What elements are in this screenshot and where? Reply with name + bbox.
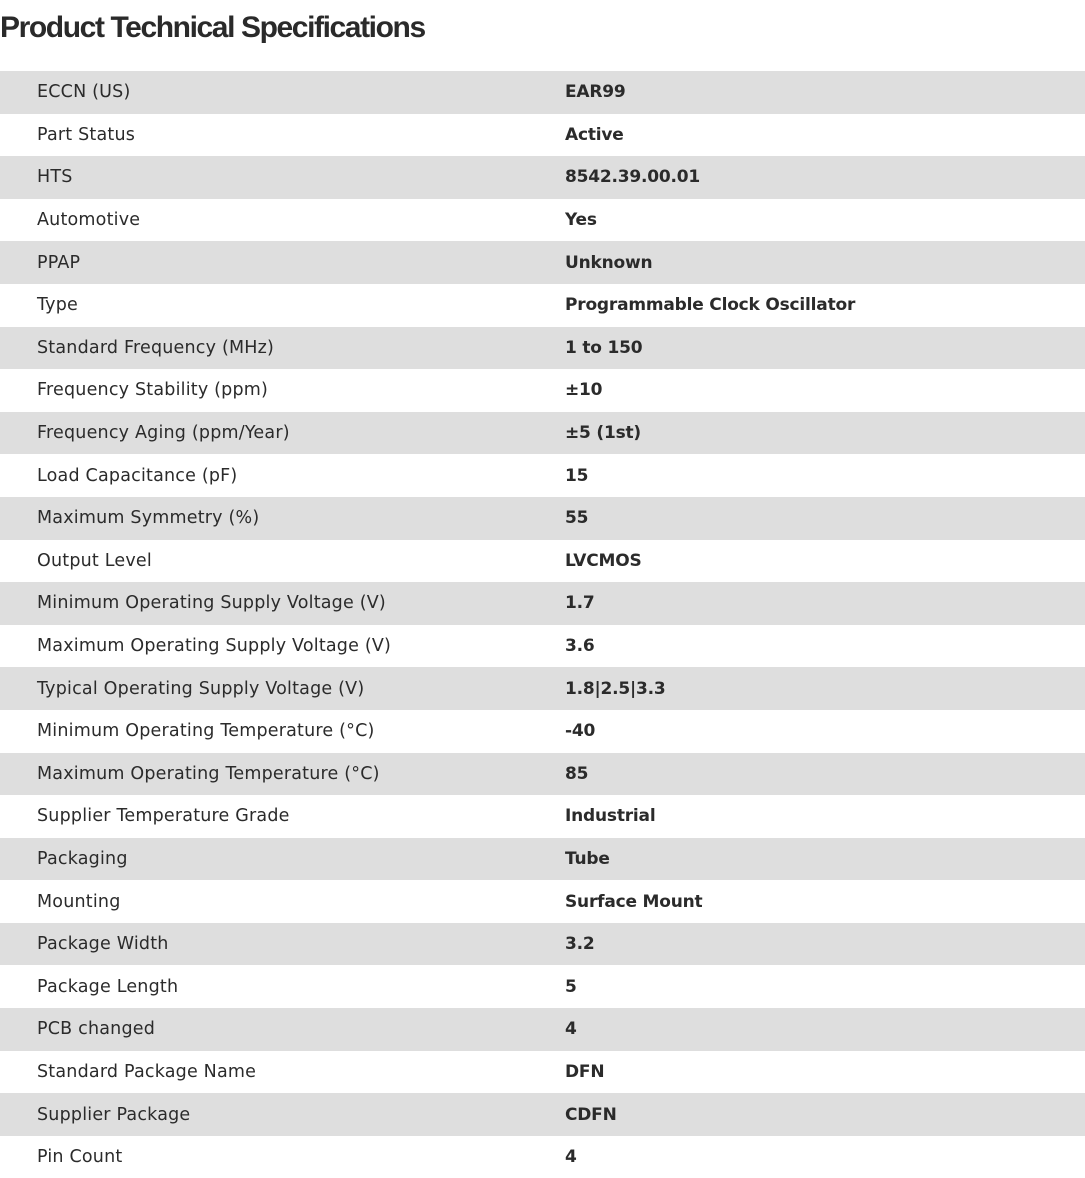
spec-label: Mounting [37, 891, 121, 912]
spec-row [0, 241, 1085, 284]
spec-value: 3.2 [565, 934, 595, 955]
spec-row [0, 667, 1085, 710]
spec-row [0, 327, 1085, 370]
spec-row [0, 582, 1085, 625]
spec-value: 1.8|2.5|3.3 [565, 678, 666, 699]
spec-label: Pin Count [37, 1147, 123, 1168]
spec-label: Frequency Aging (ppm/Year) [37, 423, 290, 444]
spec-value: DFN [565, 1061, 605, 1082]
spec-label: Part Status [37, 124, 136, 145]
spec-row [0, 753, 1085, 796]
spec-value: 15 [565, 465, 589, 486]
spec-row [0, 284, 1085, 327]
spec-row [0, 710, 1085, 753]
spec-label: Minimum Operating Supply Voltage (V) [37, 593, 386, 614]
spec-row [0, 369, 1085, 412]
spec-label: PPAP [37, 252, 81, 273]
spec-label: Minimum Operating Temperature (°C) [37, 721, 375, 742]
spec-label: HTS [37, 167, 73, 188]
spec-row [0, 114, 1085, 157]
spec-row [0, 71, 1085, 114]
spec-value: 85 [565, 763, 589, 784]
spec-table [0, 71, 1085, 1178]
spec-value: CDFN [565, 1104, 617, 1125]
spec-label: Automotive [37, 210, 141, 231]
spec-value: 55 [565, 508, 589, 529]
spec-label: Output Level [37, 550, 152, 571]
spec-label: Type [37, 295, 78, 316]
spec-value: Active [565, 124, 624, 145]
spec-label: Maximum Operating Supply Voltage (V) [37, 636, 392, 657]
spec-value: 8542.39.00.01 [565, 167, 701, 188]
spec-value: -40 [565, 721, 596, 742]
spec-value: 1.7 [565, 593, 595, 614]
spec-row [0, 965, 1085, 1008]
spec-row [0, 1008, 1085, 1051]
spec-value: Yes [565, 210, 597, 231]
spec-value: 4 [565, 1147, 577, 1168]
spec-label: Packaging [37, 848, 128, 869]
spec-value: Surface Mount [565, 891, 703, 912]
spec-row [0, 1051, 1085, 1094]
spec-label: Supplier Temperature Grade [37, 806, 290, 827]
spec-row [0, 199, 1085, 242]
spec-label: ECCN (US) [37, 82, 131, 103]
spec-label: PCB changed [37, 1019, 156, 1040]
spec-value: EAR99 [565, 82, 626, 103]
spec-value: LVCMOS [565, 550, 642, 571]
spec-value: 4 [565, 1019, 577, 1040]
spec-label: Standard Package Name [37, 1061, 257, 1082]
spec-label: Package Width [37, 934, 169, 955]
spec-label: Maximum Operating Temperature (°C) [37, 763, 380, 784]
spec-value: 5 [565, 976, 577, 997]
page-title: Product Technical Specifications [0, 11, 425, 44]
spec-row [0, 412, 1085, 455]
spec-value: Programmable Clock Oscillator [565, 295, 856, 316]
spec-value: 3.6 [565, 636, 595, 657]
spec-label: Frequency Stability (ppm) [37, 380, 269, 401]
spec-label: Supplier Package [37, 1104, 191, 1125]
spec-value: Unknown [565, 252, 653, 273]
spec-row [0, 497, 1085, 540]
spec-label: Load Capacitance (pF) [37, 465, 238, 486]
spec-value: 1 to 150 [565, 337, 643, 358]
spec-value: Industrial [565, 806, 656, 827]
spec-label: Typical Operating Supply Voltage (V) [37, 678, 365, 699]
spec-row [0, 838, 1085, 881]
spec-value: ±5 (1st) [565, 423, 642, 444]
spec-table-body [0, 71, 1085, 1178]
spec-label: Maximum Symmetry (%) [37, 508, 260, 529]
spec-row [0, 923, 1085, 966]
spec-row [0, 1136, 1085, 1178]
spec-row [0, 540, 1085, 583]
spec-label: Package Length [37, 976, 179, 997]
spec-value: Tube [565, 848, 610, 869]
spec-row [0, 880, 1085, 923]
spec-label: Standard Frequency (MHz) [37, 337, 275, 358]
spec-row [0, 454, 1085, 497]
spec-row [0, 625, 1085, 668]
spec-row [0, 156, 1085, 199]
spec-value: ±10 [565, 380, 603, 401]
spec-row [0, 1093, 1085, 1136]
spec-row [0, 795, 1085, 838]
